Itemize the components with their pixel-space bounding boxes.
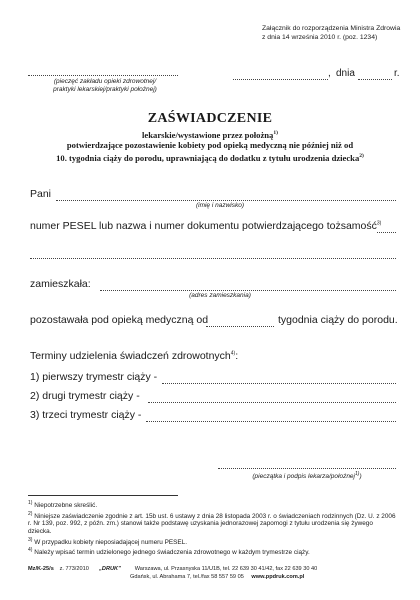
pesel-line-end[interactable]	[377, 232, 396, 233]
pesel-label-ref: 3)	[376, 220, 382, 227]
printer-brand: „DRUK”	[99, 566, 121, 572]
place-line[interactable]	[233, 79, 328, 80]
title-subtitle	[20, 128, 400, 163]
footnote-3	[28, 537, 398, 547]
trimester-1-line[interactable]	[162, 383, 396, 384]
document-title: ZAŚWIADCZENIE	[147, 111, 273, 126]
subtitle-line-1	[20, 128, 400, 140]
date-comma: ,	[328, 68, 331, 79]
pesel-label	[30, 220, 381, 232]
pani-name-line[interactable]	[56, 200, 396, 201]
printer-imprint-line-2	[130, 574, 410, 582]
footnote-4-text: Należy wpisać termin udzielonego jednego świadczenia zdrowotnego w każdym trymestrze ciąży.	[34, 549, 310, 557]
footnote-1	[28, 500, 398, 510]
printer-code: Mz/K-25/s	[28, 566, 54, 572]
subtitle-line-1-text: lekarskie/wystawione przez położną	[142, 129, 274, 140]
terms-label-colon: :	[235, 350, 239, 362]
annex-reference	[262, 24, 412, 42]
printer-order: z. 773/2010	[59, 566, 89, 572]
signature-caption-ref: 1)	[355, 471, 360, 477]
pani-label: Pani	[30, 188, 52, 200]
footnote-2-text: Niniejsze zaświadczenie zgodnie z art. 15b ust. 6 ustawy z dnia 28 listopada 2003 r. o świadczeniach rodzinnych (Dz. U. z 2006 r. Nr 139, poz. 992, z późn. zm.) stanowi także podstawę uzyskania jednorazowej zapomogi z tytułu urodzenia się żywego dziecka.	[28, 512, 396, 536]
footnote-4	[28, 547, 398, 557]
footnote-2-ref: 2)	[28, 510, 33, 517]
signature-caption-close: )	[359, 473, 362, 481]
date-suffix: r.	[394, 68, 400, 79]
subtitle-line-1-ref: 1)	[273, 130, 278, 136]
terms-label-ref: 4)	[230, 350, 236, 357]
trimester-2-label: 2) drugi trymestr ciąży -	[30, 390, 140, 402]
pani-caption: (imię i nazwisko)	[195, 202, 245, 209]
signature-caption-text: (pieczątka i podpis lekarza/położnej	[252, 473, 355, 481]
footnote-3-text: W przypadku kobiety nieposiadającej numeru PESEL.	[34, 538, 187, 546]
subtitle-line-3	[20, 151, 400, 163]
printer-address-1: Warszawa, ul. Przasnyska 11/U1B, tel. 22 639 30 41/42, fax 22 639 30 40	[134, 566, 318, 572]
stamp-caption-line-1: (pieczęć zakładu opieki zdrowotnej/	[53, 78, 157, 85]
footnote-1-ref: 1)	[28, 500, 33, 506]
printer-website: www.ppdruk.com.pl	[251, 574, 305, 580]
printer-address-2: Gdańsk, ul. Abrahama 7, tel./fax 58 557 59 05	[130, 574, 244, 580]
stamp-caption	[20, 78, 190, 94]
pesel-line-2[interactable]	[30, 258, 396, 259]
care-week-line[interactable]	[206, 326, 274, 327]
footnote-2	[28, 511, 398, 536]
subtitle-line-2: potwierdzające pozostawienie kobiety pod opieką medyczną nie później niż od	[66, 140, 354, 151]
trimester-3-line[interactable]	[146, 421, 396, 422]
footnote-4-ref: 4)	[28, 547, 33, 554]
footnotes	[28, 500, 398, 557]
footnote-3-ref: 3)	[28, 536, 33, 543]
trimester-3-label: 3) trzeci trymestr ciąży -	[30, 409, 142, 421]
pesel-label-text: numer PESEL lub nazwa i numer dokumentu potwierdzającego tożsamość	[30, 220, 377, 232]
annex-line-1: Załącznik do rozporządzenia Ministra Zdrowia	[262, 25, 401, 32]
printer-imprint	[28, 566, 408, 574]
care-suffix: tygodnia ciąży do porodu.	[278, 314, 398, 326]
terms-label-text: Terminy udzielenia świadczeń zdrowotnych	[30, 350, 231, 362]
date-line[interactable]	[358, 79, 392, 80]
signature-caption	[218, 470, 396, 481]
trimester-1-label: 1) pierwszy trymestr ciąży -	[30, 371, 158, 383]
signature-line[interactable]	[218, 468, 396, 469]
annex-line-2: z dnia 14 września 2010 r. (poz. 1234)	[262, 34, 378, 41]
date-label: dnia	[336, 68, 355, 79]
terms-label	[30, 350, 238, 362]
trimester-2-line[interactable]	[148, 402, 396, 403]
care-label: pozostawała pod opieką medyczną od	[30, 314, 209, 326]
footnote-1-text: Niepotrzebne skreślić.	[34, 502, 98, 510]
subtitle-line-3-ref: 2)	[359, 152, 364, 159]
address-caption: (adres zamieszkania)	[189, 292, 251, 299]
address-line[interactable]	[100, 290, 396, 291]
subtitle-line-3-text: 10. tygodnia ciąży do porodu, uprawniającą do dodatku z tytułu urodzenia dziecka	[56, 152, 360, 163]
address-label: zamieszkała:	[30, 278, 91, 290]
stamp-line	[28, 75, 178, 76]
stamp-caption-line-2: praktyki lekarskiej/praktyki położnej)	[53, 86, 157, 93]
footnote-divider	[28, 495, 178, 496]
